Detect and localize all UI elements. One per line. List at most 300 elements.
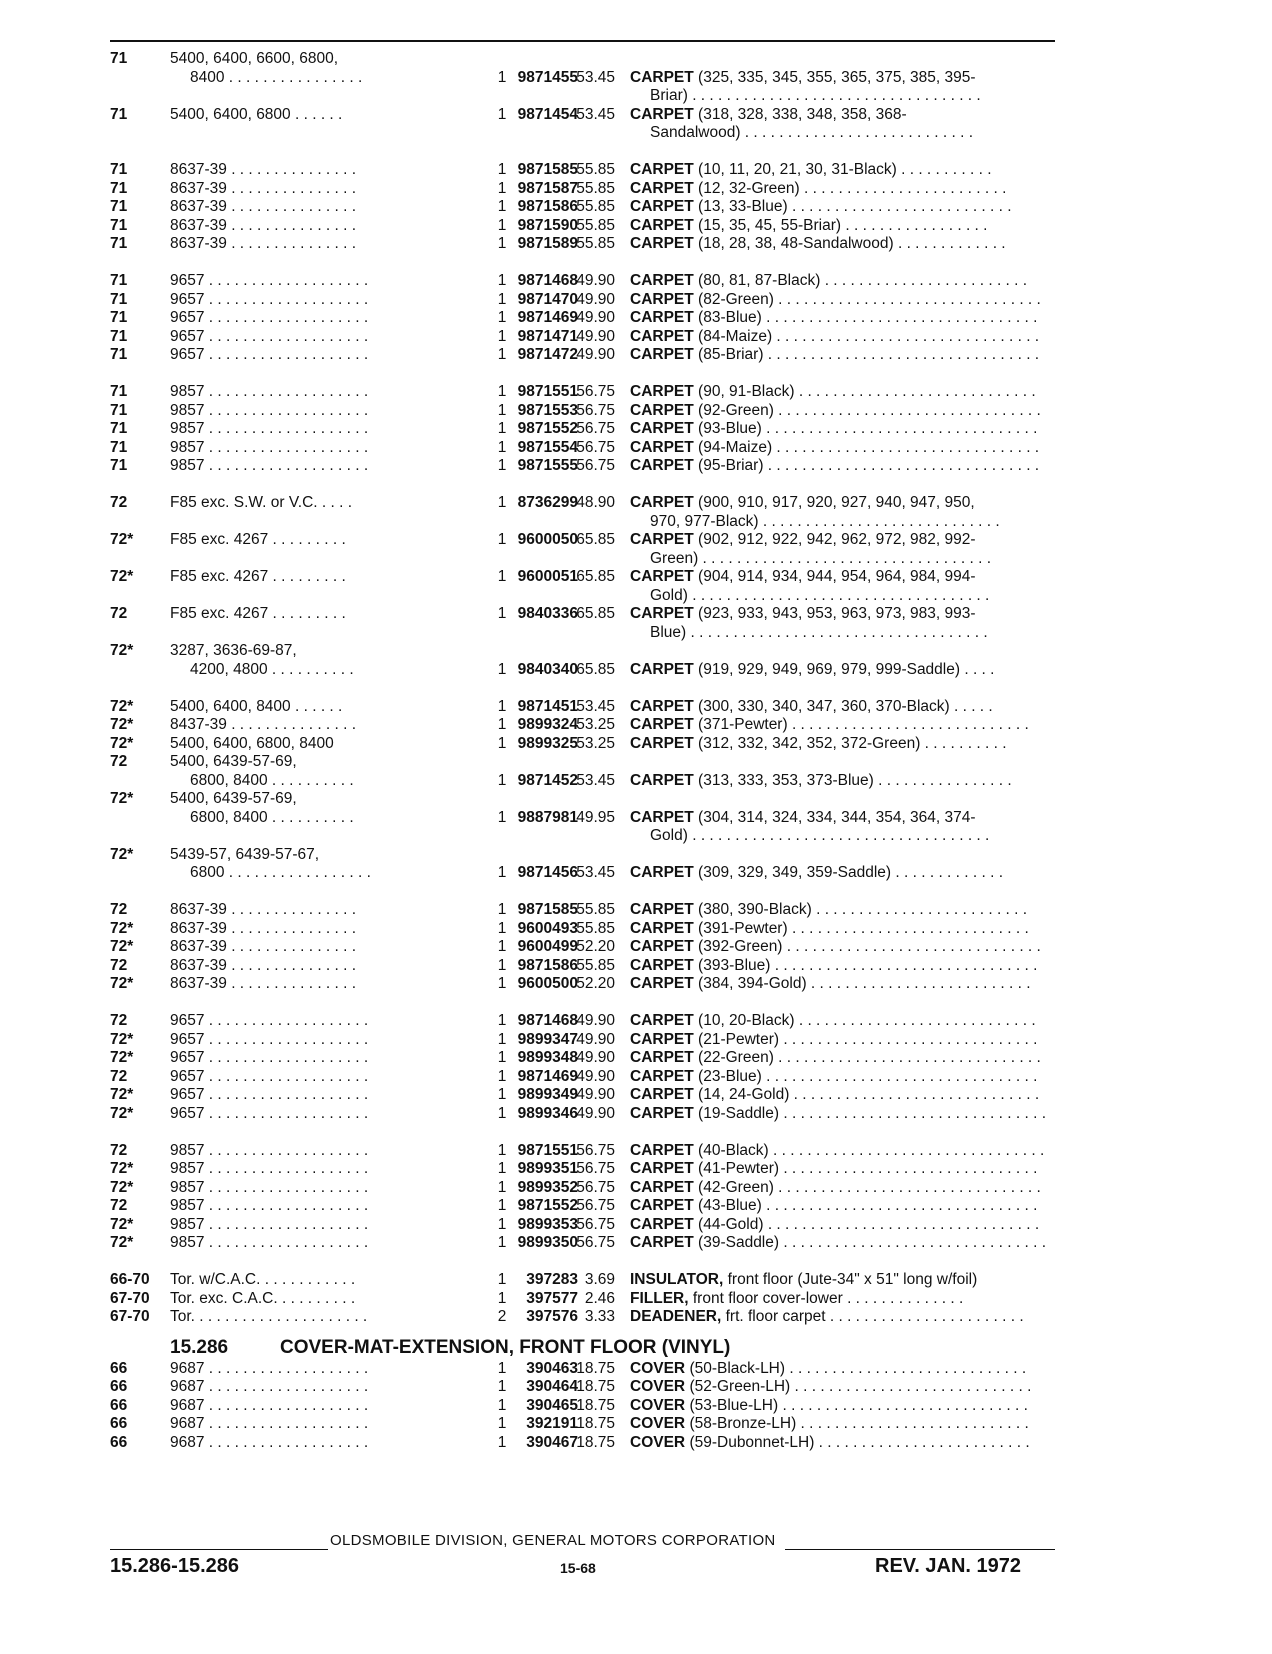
part-detail: (52-Green-LH) . . . . . . . . . . . . . . . . . . . . . . . . . . . . xyxy=(689,1378,1032,1395)
part-detail: Blue) . . . . . . . . . . . . . . . . . . . . . . . . . . . . . . . . . . . xyxy=(650,623,988,641)
model-cell: F85 exc. 4267 . . . . . . . . . xyxy=(170,531,346,548)
table-row xyxy=(110,494,1055,513)
model-cell: 9657 . . . . . . . . . . . . . . . . . . . xyxy=(170,272,369,289)
price-cell: 55.85 xyxy=(576,198,615,215)
price-cell: 53.45 xyxy=(576,771,615,789)
year-cell: 71 xyxy=(110,346,128,363)
quantity-cell: 1 xyxy=(497,401,507,419)
quantity-cell: 2 xyxy=(497,1308,507,1325)
description-cell xyxy=(630,1216,1060,1235)
part-detail: Sandalwood) . . . . . . . . . . . . . . . . . . . . . . . . . . . xyxy=(650,124,974,141)
part-name: CARPET xyxy=(630,1178,694,1196)
table-row xyxy=(110,1397,1055,1416)
price-cell: 65.85 xyxy=(576,531,615,548)
year-cell: 67-70 xyxy=(110,1308,150,1325)
year-cell: 71 xyxy=(110,235,128,252)
description-cell xyxy=(650,550,1080,569)
price-cell: 56.75 xyxy=(576,420,615,437)
model-cell: 9657 . . . . . . . . . . . . . . . . . . . xyxy=(170,1030,369,1048)
description-cell xyxy=(630,568,1060,587)
part-detail: (95-Briar) . . . . . . . . . . . . . . . . . . . . . . . . . . . . . . . . xyxy=(698,457,1040,474)
year-cell: 71 xyxy=(110,383,128,400)
year-cell: 72* xyxy=(110,938,134,955)
table-row xyxy=(110,291,1055,310)
table-row xyxy=(110,753,1055,772)
part-number-cell: 9871586 xyxy=(517,956,578,974)
part-name: COVER xyxy=(630,1433,686,1451)
price-cell: 49.90 xyxy=(576,1012,615,1029)
description-cell xyxy=(630,531,1060,550)
quantity-cell: 1 xyxy=(497,272,507,289)
description-cell xyxy=(630,1197,1060,1216)
part-number-cell: 9871552 xyxy=(517,1197,578,1214)
part-number-cell: 390465 xyxy=(526,1396,578,1414)
part-number-cell: 9899324 xyxy=(517,716,578,733)
table-row xyxy=(110,309,1055,328)
price-cell: 3.69 xyxy=(584,1271,615,1288)
model-cell: 8637-39 . . . . . . . . . . . . . . . xyxy=(170,919,357,937)
section-number: 15.286 xyxy=(170,1336,229,1358)
part-detail: (902, 912, 922, 942, 962, 972, 982, 992- xyxy=(698,531,976,548)
quantity-cell: 1 xyxy=(497,438,507,456)
year-cell: 72 xyxy=(110,901,128,918)
part-number-cell: 9899352 xyxy=(517,1178,578,1196)
description-cell xyxy=(630,328,1060,347)
part-name: CARPET xyxy=(630,438,694,456)
price-cell: 65.85 xyxy=(576,568,615,585)
part-name: CARPET xyxy=(630,734,694,752)
quantity-cell: 1 xyxy=(497,290,507,308)
part-detail: (40-Black) . . . . . . . . . . . . . . . . . . . . . . . . . . . . . . . . xyxy=(698,1141,1045,1159)
quantity-cell: 1 xyxy=(497,216,507,234)
quantity-cell: 1 xyxy=(497,383,507,400)
description-cell xyxy=(650,624,1080,643)
description-cell xyxy=(630,735,1060,754)
part-name: CARPET xyxy=(630,531,694,548)
part-detail: (50-Black-LH) . . . . . . . . . . . . . . . . . . . . . . . . . . . . xyxy=(689,1359,1027,1377)
part-number-cell: 9871590 xyxy=(517,216,578,234)
year-cell: 72* xyxy=(110,975,134,992)
description-cell xyxy=(630,605,1060,624)
footer-group-range: 15.286-15.286 xyxy=(110,1555,240,1577)
table-row xyxy=(110,1049,1055,1068)
year-cell: 66-70 xyxy=(110,1271,150,1288)
quantity-cell: 1 xyxy=(497,1197,507,1214)
footer-page-number: 15-68 xyxy=(560,1560,596,1576)
part-number-cell: 9871585 xyxy=(517,161,578,178)
year-cell: 71 xyxy=(110,105,128,123)
part-number-cell: 9899347 xyxy=(517,1030,578,1048)
footer-rule-right xyxy=(785,1549,1055,1550)
quantity-cell: 1 xyxy=(497,494,507,511)
model-cell: 8637-39 . . . . . . . . . . . . . . . xyxy=(170,198,357,215)
description-cell xyxy=(630,106,1060,125)
price-cell: 53.45 xyxy=(576,105,615,123)
part-detail: (304, 314, 324, 334, 344, 354, 364, 374- xyxy=(698,808,976,826)
price-cell: 55.85 xyxy=(576,901,615,918)
table-row xyxy=(110,1415,1055,1434)
table-row xyxy=(110,642,1055,661)
description-cell xyxy=(630,920,1060,939)
table-row xyxy=(110,235,1055,254)
table-row xyxy=(110,864,1055,883)
model-cell: 9657 . . . . . . . . . . . . . . . . . . . xyxy=(170,1012,369,1029)
year-cell: 71 xyxy=(110,161,128,178)
row-spacer xyxy=(110,365,1055,384)
year-cell: 72* xyxy=(110,1086,134,1103)
model-cell: 6800, 8400 . . . . . . . . . . xyxy=(190,808,354,826)
part-number-cell: 9871585 xyxy=(517,901,578,918)
part-name: CARPET xyxy=(630,105,694,123)
description-cell xyxy=(630,309,1060,328)
description-cell xyxy=(630,1179,1060,1198)
part-detail: (42-Green) . . . . . . . . . . . . . . . . . . . . . . . . . . . . . . . xyxy=(698,1178,1041,1196)
table-row xyxy=(110,1179,1055,1198)
table-row xyxy=(110,920,1055,939)
description-cell xyxy=(630,235,1060,254)
model-cell: 9687 . . . . . . . . . . . . . . . . . . . xyxy=(170,1396,369,1414)
part-detail: (919, 929, 949, 969, 979, 999-Saddle) . . . . xyxy=(698,660,995,678)
table-row xyxy=(110,1031,1055,1050)
year-cell: 72* xyxy=(110,716,134,733)
part-detail: Gold) . . . . . . . . . . . . . . . . . . . . . . . . . . . . . . . . . . . xyxy=(650,827,990,844)
model-cell: 9857 . . . . . . . . . . . . . . . . . . . xyxy=(170,1234,369,1251)
model-cell: 4200, 4800 . . . . . . . . . . xyxy=(190,660,354,678)
part-number-cell: 9887981 xyxy=(517,808,578,826)
table-row xyxy=(110,180,1055,199)
table-row xyxy=(110,735,1055,754)
part-detail: (10, 20-Black) . . . . . . . . . . . . . . . . . . . . . . . . . . . . xyxy=(698,1012,1036,1029)
part-number-cell: 9871472 xyxy=(517,346,578,363)
description-cell xyxy=(630,346,1060,365)
quantity-cell: 1 xyxy=(497,346,507,363)
section-title: COVER-MAT-EXTENSION, FRONT FLOOR (VINYL) xyxy=(280,1336,731,1358)
table-row xyxy=(110,402,1055,421)
part-detail: (300, 330, 340, 347, 360, 370-Black) . . . . . xyxy=(698,697,993,715)
part-name: CARPET xyxy=(630,956,694,974)
quantity-cell: 1 xyxy=(497,956,507,974)
part-name: CARPET xyxy=(630,1197,694,1214)
price-cell: 18.75 xyxy=(576,1378,615,1395)
price-cell: 2.46 xyxy=(584,1289,615,1307)
price-cell: 56.75 xyxy=(576,1160,615,1177)
part-number-cell: 9871468 xyxy=(517,1012,578,1029)
table-row xyxy=(110,957,1055,976)
table-row xyxy=(110,1378,1055,1397)
year-cell: 71 xyxy=(110,290,128,308)
part-number-cell: 9600051 xyxy=(517,568,578,585)
table-row xyxy=(110,346,1055,365)
part-detail: (13, 33-Blue) . . . . . . . . . . . . . . . . . . . . . . . . . . xyxy=(698,198,1012,215)
part-detail: (318, 328, 338, 348, 358, 368- xyxy=(698,105,907,123)
part-detail: (15, 35, 45, 55-Briar) . . . . . . . . . . . . . . . . . xyxy=(698,216,988,234)
part-name: CARPET xyxy=(630,179,694,197)
part-detail: (43-Blue) . . . . . . . . . . . . . . . . . . . . . . . . . . . . . . . . xyxy=(698,1197,1038,1214)
model-cell: 5400, 6439-57-69, xyxy=(170,753,297,770)
price-cell: 18.75 xyxy=(576,1433,615,1451)
part-detail: (83-Blue) . . . . . . . . . . . . . . . . . . . . . . . . . . . . . . . . xyxy=(698,309,1038,326)
part-number-cell: 9600050 xyxy=(517,531,578,548)
part-number-cell: 9899346 xyxy=(517,1104,578,1122)
model-cell: 9857 . . . . . . . . . . . . . . . . . . . xyxy=(170,401,369,419)
part-number-cell: 9600493 xyxy=(517,919,578,937)
description-cell xyxy=(630,217,1060,236)
description-cell xyxy=(630,1160,1060,1179)
part-name: CARPET xyxy=(630,346,694,363)
part-name: CARPET xyxy=(630,1012,694,1029)
year-cell: 71 xyxy=(110,179,128,197)
table-row xyxy=(110,217,1055,236)
part-detail: (12, 32-Green) . . . . . . . . . . . . . . . . . . . . . . . . xyxy=(698,179,1007,197)
part-name: CARPET xyxy=(630,327,694,345)
part-name: CARPET xyxy=(630,494,694,511)
year-cell: 72* xyxy=(110,919,134,937)
table-row xyxy=(110,809,1055,828)
model-cell: F85 exc. S.W. or V.C. . . . . xyxy=(170,494,353,511)
part-number-cell: 9840336 xyxy=(517,605,578,622)
part-number-cell: 9600499 xyxy=(517,938,578,955)
quantity-cell: 1 xyxy=(497,1289,507,1307)
year-cell: 72* xyxy=(110,1215,134,1233)
quantity-cell: 1 xyxy=(497,901,507,918)
quantity-cell: 1 xyxy=(497,1067,507,1085)
part-detail: (923, 933, 943, 953, 963, 973, 983, 993- xyxy=(698,605,976,622)
part-number-cell: 390467 xyxy=(526,1433,578,1451)
year-cell: 72* xyxy=(110,1160,134,1177)
year-cell: 71 xyxy=(110,438,128,456)
description-cell xyxy=(630,1234,1060,1253)
year-cell: 71 xyxy=(110,216,128,234)
quantity-cell: 1 xyxy=(497,697,507,715)
price-cell: 49.90 xyxy=(576,1086,615,1103)
table-row xyxy=(110,457,1055,476)
description-cell xyxy=(630,457,1060,476)
price-cell: 18.75 xyxy=(576,1396,615,1414)
part-detail: (384, 394-Gold) . . . . . . . . . . . . . . . . . . . . . . . . . . xyxy=(698,975,1031,992)
year-cell: 72* xyxy=(110,531,134,548)
description-cell xyxy=(650,587,1080,606)
part-detail: (44-Gold) . . . . . . . . . . . . . . . . . . . . . . . . . . . . . . . . xyxy=(698,1215,1040,1233)
price-cell: 56.75 xyxy=(576,457,615,474)
price-cell: 56.75 xyxy=(576,1215,615,1233)
part-name: CARPET xyxy=(630,68,694,86)
year-cell: 72* xyxy=(110,845,134,863)
footer-rule-left xyxy=(110,1549,328,1550)
quantity-cell: 1 xyxy=(497,1104,507,1122)
quantity-cell: 1 xyxy=(497,235,507,252)
table-row xyxy=(110,1197,1055,1216)
part-name: CARPET xyxy=(630,1160,694,1177)
part-name: CARPET xyxy=(630,605,694,622)
description-cell xyxy=(630,180,1060,199)
table-row xyxy=(110,161,1055,180)
description-cell xyxy=(630,864,1060,883)
description-cell xyxy=(630,938,1060,957)
quantity-cell: 1 xyxy=(497,1160,507,1177)
description-cell xyxy=(650,513,1080,532)
quantity-cell: 1 xyxy=(497,327,507,345)
table-row xyxy=(110,790,1055,809)
part-name: DEADENER, xyxy=(630,1308,722,1325)
year-cell: 71 xyxy=(110,198,128,215)
part-name: INSULATOR, xyxy=(630,1271,724,1288)
model-cell: 8637-39 . . . . . . . . . . . . . . . xyxy=(170,161,357,178)
part-detail: Green) . . . . . . . . . . . . . . . . . . . . . . . . . . . . . . . . . . xyxy=(650,549,992,567)
part-number-cell: 392191 xyxy=(526,1415,578,1432)
description-cell xyxy=(630,1031,1060,1050)
model-cell: 5400, 6439-57-69, xyxy=(170,790,297,807)
part-detail: (94-Maize) . . . . . . . . . . . . . . . . . . . . . . . . . . . . . . . xyxy=(698,438,1040,456)
footer-corporation: OLDSMOBILE DIVISION, GENERAL MOTORS CORPORATION xyxy=(330,1532,776,1549)
part-name: CARPET xyxy=(630,901,694,918)
part-number-cell: 9899351 xyxy=(517,1160,578,1177)
year-cell: 72 xyxy=(110,605,128,622)
price-cell: 53.45 xyxy=(576,864,615,881)
part-detail: frt. floor carpet . . . . . . . . . . . . . . . . . . . . . . . xyxy=(725,1308,1024,1325)
description-cell xyxy=(630,161,1060,180)
year-cell: 67-70 xyxy=(110,1289,150,1307)
part-name: CARPET xyxy=(630,1049,694,1066)
model-cell: 9657 . . . . . . . . . . . . . . . . . . . xyxy=(170,327,369,345)
model-cell: 8637-39 . . . . . . . . . . . . . . . xyxy=(170,216,357,234)
price-cell: 49.90 xyxy=(576,290,615,308)
price-cell: 55.85 xyxy=(576,235,615,252)
part-number-cell: 9871551 xyxy=(517,383,578,400)
year-cell: 71 xyxy=(110,327,128,345)
year-cell: 72* xyxy=(110,1049,134,1066)
description-cell xyxy=(630,1290,1060,1309)
description-cell xyxy=(630,716,1060,735)
price-cell: 55.85 xyxy=(576,216,615,234)
table-row xyxy=(110,1142,1055,1161)
price-cell: 56.75 xyxy=(576,1141,615,1159)
part-detail: (19-Saddle) . . . . . . . . . . . . . . . . . . . . . . . . . . . . . . . xyxy=(698,1104,1047,1122)
part-name: CARPET xyxy=(630,1104,694,1122)
part-detail: front floor cover-lower . . . . . . . . . . . . . . xyxy=(692,1289,964,1307)
part-detail: (325, 335, 345, 355, 365, 375, 385, 395- xyxy=(698,68,976,86)
part-name: CARPET xyxy=(630,660,694,678)
part-detail: Gold) . . . . . . . . . . . . . . . . . . . . . . . . . . . . . . . . . . . xyxy=(650,586,990,604)
price-cell: 49.90 xyxy=(576,1104,615,1122)
part-name: CARPET xyxy=(630,771,694,789)
table-row xyxy=(110,568,1055,587)
part-number-cell: 9871552 xyxy=(517,420,578,437)
model-cell: 9657 . . . . . . . . . . . . . . . . . . . xyxy=(170,309,369,326)
price-cell: 55.85 xyxy=(576,919,615,937)
part-detail: (41-Pewter) . . . . . . . . . . . . . . . . . . . . . . . . . . . . . . xyxy=(698,1160,1038,1177)
price-cell: 56.75 xyxy=(576,1234,615,1251)
model-cell: 5400, 6400, 6600, 6800, xyxy=(170,50,339,67)
part-name: CARPET xyxy=(630,198,694,215)
table-row xyxy=(110,772,1055,791)
part-number-cell: 9871468 xyxy=(517,272,578,289)
part-name: CARPET xyxy=(630,938,694,955)
quantity-cell: 1 xyxy=(497,1049,507,1066)
part-detail: (22-Green) . . . . . . . . . . . . . . . . . . . . . . . . . . . . . . . xyxy=(698,1049,1041,1066)
year-cell: 72 xyxy=(110,1141,128,1159)
table-row xyxy=(110,420,1055,439)
table-row xyxy=(110,1434,1055,1453)
year-cell: 72* xyxy=(110,568,134,585)
table-row xyxy=(110,1308,1055,1327)
part-detail: (380, 390-Black) . . . . . . . . . . . . . . . . . . . . . . . . . xyxy=(698,901,1028,918)
quantity-cell: 1 xyxy=(497,568,507,585)
description-cell xyxy=(630,1068,1060,1087)
quantity-cell: 1 xyxy=(497,531,507,548)
description-cell xyxy=(630,661,1060,680)
model-cell: 9857 . . . . . . . . . . . . . . . . . . . xyxy=(170,1178,369,1196)
part-number-cell: 397576 xyxy=(526,1308,578,1325)
part-name: CARPET xyxy=(630,1234,694,1251)
part-name: CARPET xyxy=(630,1215,694,1233)
part-detail: Briar) . . . . . . . . . . . . . . . . . . . . . . . . . . . . . . . . . . xyxy=(650,87,981,104)
part-name: CARPET xyxy=(630,272,694,289)
description-cell xyxy=(630,809,1060,828)
price-cell: 49.90 xyxy=(576,1030,615,1048)
model-cell: 8637-39 . . . . . . . . . . . . . . . xyxy=(170,901,357,918)
part-detail: (80, 81, 87-Black) . . . . . . . . . . . . . . . . . . . . . . . . xyxy=(698,272,1028,289)
part-name: CARPET xyxy=(630,383,694,400)
year-cell: 71 xyxy=(110,50,128,67)
part-number-cell: 9899350 xyxy=(517,1234,578,1251)
part-number-cell: 9871554 xyxy=(517,438,578,456)
quantity-cell: 1 xyxy=(497,105,507,123)
part-detail: (309, 329, 349, 359-Saddle) . . . . . . . . . . . . . xyxy=(698,864,1004,881)
part-detail: (85-Briar) . . . . . . . . . . . . . . . . . . . . . . . . . . . . . . . . xyxy=(698,346,1040,363)
year-cell: 71 xyxy=(110,420,128,437)
part-number-cell: 9840340 xyxy=(517,660,578,678)
part-number-cell: 9871553 xyxy=(517,401,578,419)
part-number-cell: 9871456 xyxy=(517,864,578,881)
table-row xyxy=(110,901,1055,920)
part-detail: (392-Green) . . . . . . . . . . . . . . . . . . . . . . . . . . . . . . xyxy=(698,938,1041,955)
model-cell: 9857 . . . . . . . . . . . . . . . . . . . xyxy=(170,1197,369,1214)
part-name: CARPET xyxy=(630,568,694,585)
quantity-cell: 1 xyxy=(497,68,507,86)
section-heading xyxy=(110,1327,1055,1360)
part-name: CARPET xyxy=(630,808,694,826)
quantity-cell: 1 xyxy=(497,1141,507,1159)
quantity-cell: 1 xyxy=(497,1012,507,1029)
model-cell: 9857 . . . . . . . . . . . . . . . . . . . xyxy=(170,1160,369,1177)
model-cell: 5400, 6400, 6800, 8400 xyxy=(170,734,334,752)
model-cell: F85 exc. 4267 . . . . . . . . . xyxy=(170,605,346,622)
model-cell: 8437-39 . . . . . . . . . . . . . . . xyxy=(170,716,357,733)
table-row xyxy=(110,106,1055,125)
quantity-cell: 1 xyxy=(497,864,507,881)
model-cell: 5400, 6400, 8400 . . . . . . xyxy=(170,697,343,715)
part-name: CARPET xyxy=(630,216,694,234)
price-cell: 65.85 xyxy=(576,660,615,678)
table-row xyxy=(110,1068,1055,1087)
table-row xyxy=(110,975,1055,994)
model-cell: Tor. . . . . . . . . . . . . . . . . . . . . xyxy=(170,1308,368,1325)
table-row xyxy=(110,1216,1055,1235)
quantity-cell: 1 xyxy=(497,1234,507,1251)
part-name: COVER xyxy=(630,1378,686,1395)
part-detail: front floor (Jute-34" x 51" long w/foil) xyxy=(727,1271,978,1288)
model-cell: 9657 . . . . . . . . . . . . . . . . . . . xyxy=(170,1104,369,1122)
table-row xyxy=(110,661,1055,680)
part-name: CARPET xyxy=(630,235,694,252)
price-cell: 55.85 xyxy=(576,161,615,178)
part-detail: (904, 914, 934, 944, 954, 964, 984, 994- xyxy=(698,568,976,585)
part-number-cell: 9600500 xyxy=(517,975,578,992)
year-cell: 66 xyxy=(110,1415,128,1432)
year-cell: 72* xyxy=(110,1030,134,1048)
row-spacer xyxy=(110,883,1055,902)
model-cell: 9657 . . . . . . . . . . . . . . . . . . . xyxy=(170,1067,369,1085)
